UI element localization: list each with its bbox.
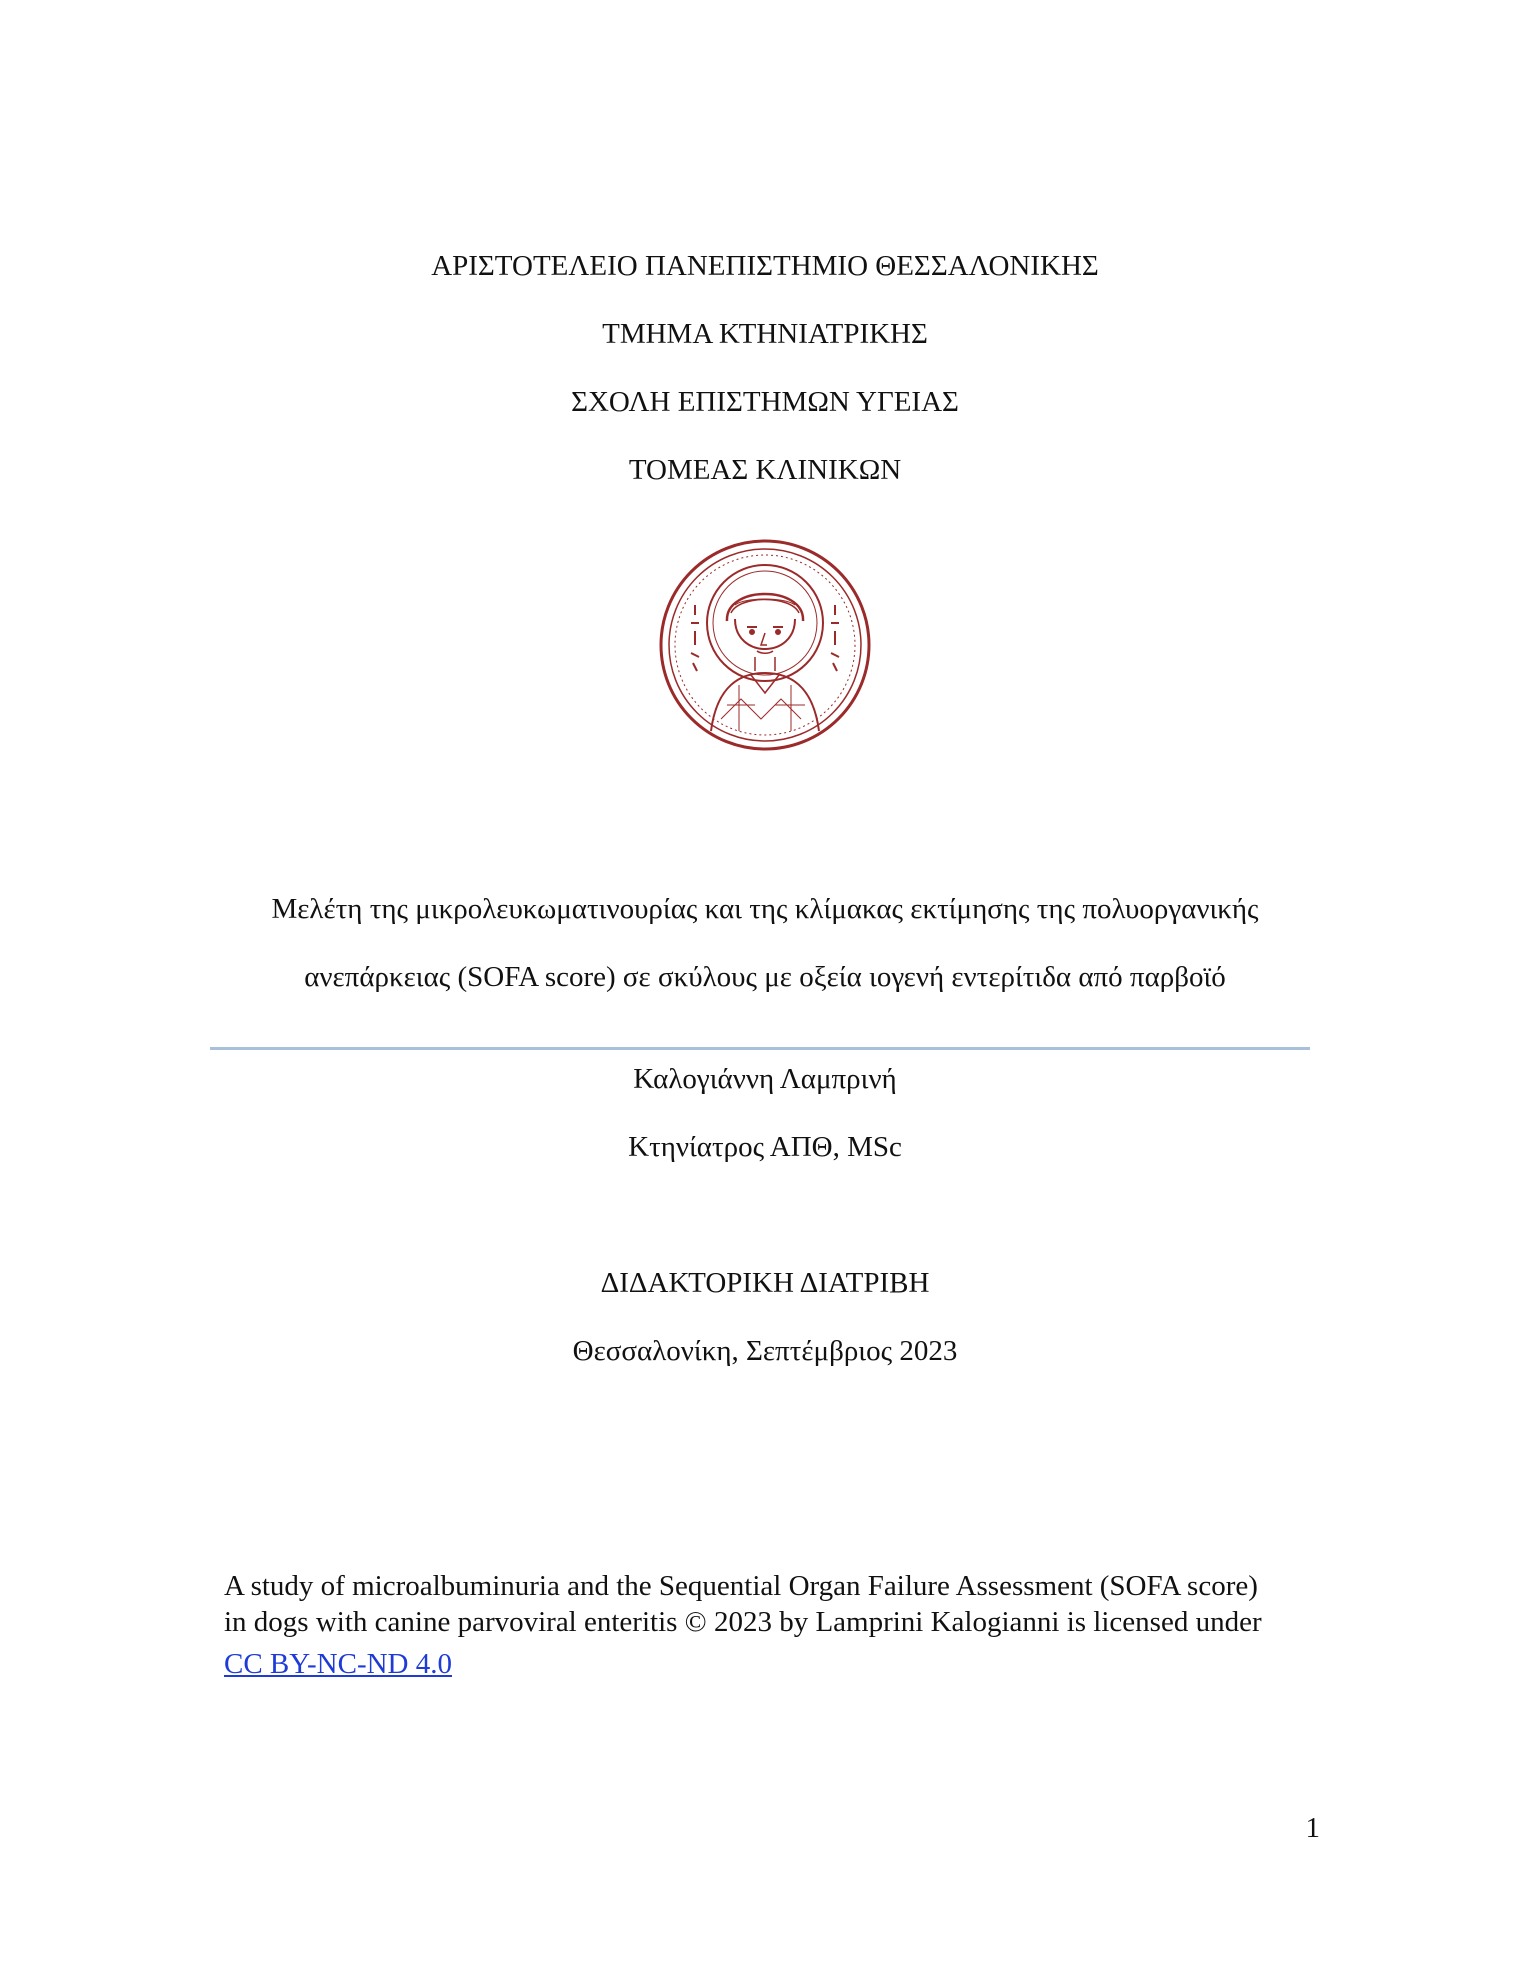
school-name: ΣΧΟΛΗ ΕΠΙΣΤΗΜΩΝ ΥΓΕΙΑΣ xyxy=(571,386,959,418)
sector-name: ΤΟΜΕΑΣ ΚΛΙΝΙΚΩΝ xyxy=(628,454,902,486)
university-name: ΑΡΙΣΤΟΤΕΛΕΙΟ ΠΑΝΕΠΙΣΤΗΜΙΟ ΘΕΣΣΑΛΟΝΙΚΗΣ xyxy=(431,250,1099,282)
university-seal-icon xyxy=(655,535,875,755)
license-line-1: A study of microalbuminuria and the Sequential Organ Failure Assessment (SOFA score) xyxy=(224,1570,1258,1602)
document-type: ΔΙΔΑΚΤΟΡΙΚΗ ΔΙΑΤΡΙΒΗ xyxy=(600,1267,930,1299)
separator-rule xyxy=(210,1047,1310,1050)
page-number: 1 xyxy=(1305,1812,1320,1844)
place-and-date: Θεσσαλονίκη, Σεπτέμβριος 2023 xyxy=(572,1335,958,1367)
license-line-2: in dogs with canine parvoviral enteritis © 2023 by Lamprini Kalogianni is licensed under xyxy=(224,1606,1262,1638)
department-name: ΤΜΗΜΑ ΚΤΗΝΙΑΤΡΙΚΗΣ xyxy=(602,318,928,350)
author-name: Καλογιάννη Λαμπρινή xyxy=(633,1063,897,1095)
license-link[interactable]: CC BY-NC-ND 4.0 xyxy=(224,1648,452,1680)
thesis-title-line-1: Μελέτη της μικρολευκωματινουρίας και της κλίμακας εκτίμησης της πολυοργανικής xyxy=(271,893,1259,925)
author-credentials: Κτηνίατρος ΑΠΘ, MSc xyxy=(628,1131,902,1163)
thesis-title-line-2: ανεπάρκειας (SOFA score) σε σκύλους με οξεία ιογενή εντερίτιδα από παρβοϊό xyxy=(304,961,1226,993)
license-statement xyxy=(224,1568,1344,1682)
